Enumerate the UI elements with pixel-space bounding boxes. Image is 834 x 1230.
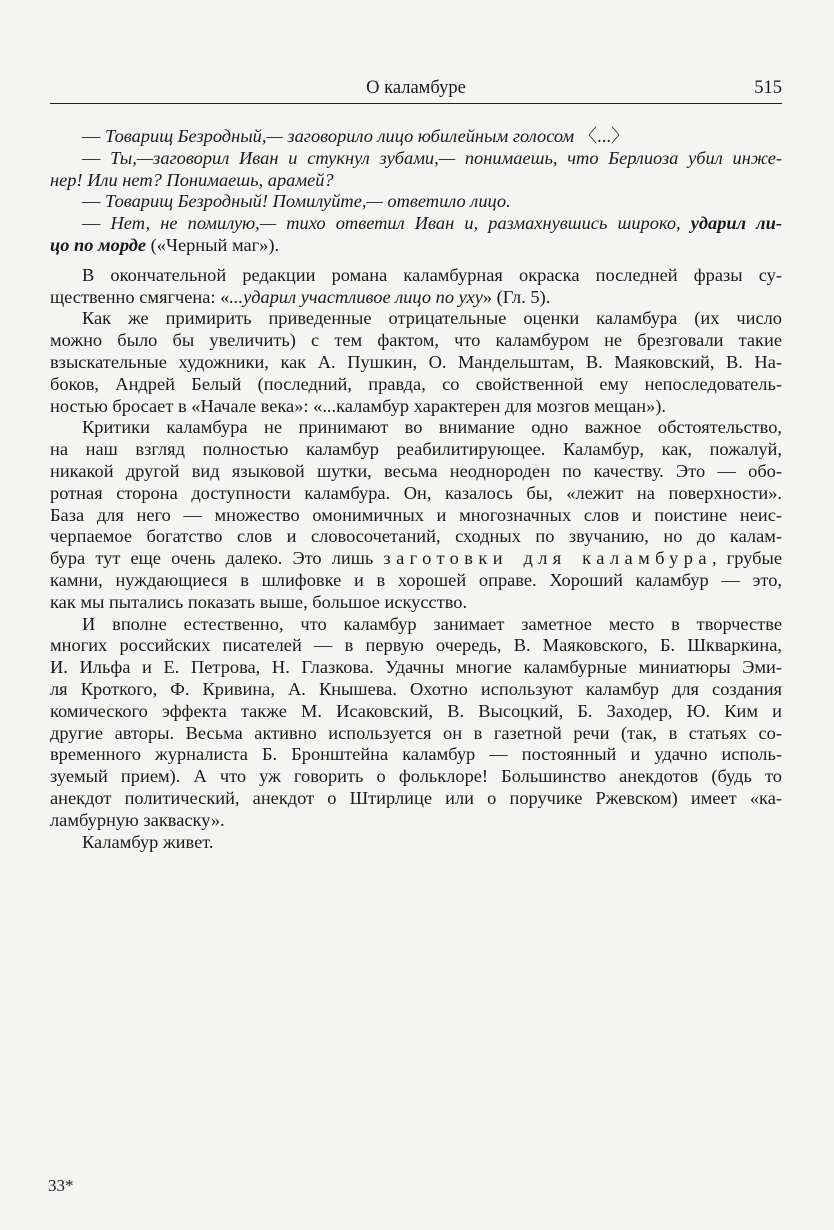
text-run: В окончательной редакции романа каламбурная окраска последней фразы су- [82,264,782,285]
text-line [50,766,782,788]
text-line [50,439,782,461]
text-run: » (Гл. 5). [482,286,551,307]
text-run: , грубые [711,548,782,569]
text-run: — [82,126,105,146]
text-run: Ты,—заговорил Иван и стукнул зубами,— понимаешь, что Берлиоза убил инже- [110,147,782,168]
text-run: нер! Или нет? Понимаешь, арамей? [50,169,334,190]
text-line [50,126,782,148]
text-run: зуемый прием). А что уж говорить о фольклоре! Большинство анекдотов (будь то [50,766,782,787]
text-run: ностью бросает в «Начале века»: «...каламбур характерен для мозгов мещан»). [50,395,667,416]
text-run: 〈...〉 [574,126,630,146]
text-run: можно было бы увеличить) с тем фактом, что каламбуром не брезговали такие [50,330,782,351]
text-run: черпаемое богатство слов и словосочетаний, сходных по звучанию, но до калам- [50,526,782,547]
text-line [50,657,782,679]
text-line [50,461,782,483]
text-line [50,352,782,374]
text-run: ротная сторона доступности каламбура. Он, казалось бы, «лежит на поверхности». [50,482,782,503]
text-run: И. Ильфа и Е. Петрова, Н. Глазкова. Удачны многие каламбурные миниатюры Эми- [50,657,782,678]
text-line [50,744,782,766]
text-run: («Черный маг»). [146,234,280,255]
text-line [50,287,782,309]
text-run: Товарищ Безродный,— заговорило лицо юбилейным голосом [105,126,575,146]
text-line [50,635,782,657]
text-run: заготовки для каламбура [383,548,712,569]
text-run: камни, нуждающиеся в шлифовке и в хорошей оправе. Хороший каламбур — это, [50,569,782,590]
text-line [50,701,782,723]
text-run: взыскательные художники, как А. Пушкин, О. Мандельштам, В. Маяковский, В. На- [50,351,782,372]
text-run: — [82,191,105,212]
paragraph-gap [50,257,782,265]
text-run: Как же примирить приведенные отрицательные оценки каламбура (их число [82,308,782,329]
text-run: — [82,147,111,168]
text-line [50,213,782,235]
text-run: никакой другой вид языковой шутки, весьма неоднороден по качеству. Это — обо- [50,460,782,481]
text-run: боков, Андрей Белый (последний, правда, со свойственной ему непоследователь- [50,373,782,394]
text-run: ламбурную закваску». [50,809,225,830]
text-run: И вполне естественно, что каламбур занимает заметное место в творчестве [82,613,782,634]
text-run: Товарищ Безродный! Помилуйте,— ответило лицо. [105,191,511,212]
text-run: База для него — множество омонимичных и многозначных слов и поистине неис- [50,504,782,525]
text-line [50,265,782,287]
page-header [50,78,782,104]
text-line [50,832,782,854]
text-run: — [82,213,111,234]
text-run: бура тут еще очень далеко. Это лишь [50,548,384,569]
text-line [50,417,782,439]
running-title: О каламбуре [366,78,466,98]
text-run: комического эффекта также М. Исаковский, В. Высоцкий, Б. Заходер, Ю. Ким и [50,700,782,721]
text-line [50,526,782,548]
text-line [50,148,782,170]
text-line [50,330,782,352]
text-line [50,308,782,330]
text-line [50,570,782,592]
text-run: временного журналиста Б. Бронштейна каламбур — постоянный и удачно исполь- [50,744,782,765]
text-line [50,505,782,527]
header-rule [50,103,782,104]
text-line [50,788,782,810]
text-line [50,191,782,213]
text-run: Критики каламбура не принимают во внимание одно важное обстоятельство, [82,417,782,438]
text-line [50,374,782,396]
text-line [50,810,782,832]
body-text [50,126,782,853]
text-line [50,170,782,192]
text-run: ля Кроткого, Ф. Кривина, А. Кнышева. Охотно используют каламбур для создания [50,678,782,699]
text-run: цо по морде [50,234,147,255]
text-run: как мы пытались показать выше, большое искусство. [50,591,468,612]
text-run: многих российских писателей — в первую очередь, В. Маяковского, Б. Шкваркина, [50,635,782,656]
text-line [50,723,782,745]
text-run: другие авторы. Весьма активно используется он в газетной речи (так, в статьях со- [50,722,782,743]
printer-signature: 33* [48,1176,74,1195]
text-run: щественно смягчена: « [50,286,230,307]
text-line [50,548,782,570]
text-run: анекдот политический, анекдот о Штирлице или о поручике Ржевском) имеет «ка- [50,787,782,808]
text-run: ударил ли- [690,213,782,234]
text-run: ...ударил участливое лицо по уху [229,286,483,307]
text-line [50,396,782,418]
text-line [50,483,782,505]
page-number: 515 [754,78,782,98]
text-run: Каламбур живет. [82,831,214,852]
text-line [50,235,782,257]
text-line [50,614,782,636]
text-line [50,679,782,701]
text-line [50,592,782,614]
text-run: Нет, не помилую,— тихо ответил Иван и, размахнувшись широко, [110,213,691,234]
text-run: на наш взгляд полностью каламбур реабилитирующее. Каламбур, как, пожалуй, [50,439,782,460]
